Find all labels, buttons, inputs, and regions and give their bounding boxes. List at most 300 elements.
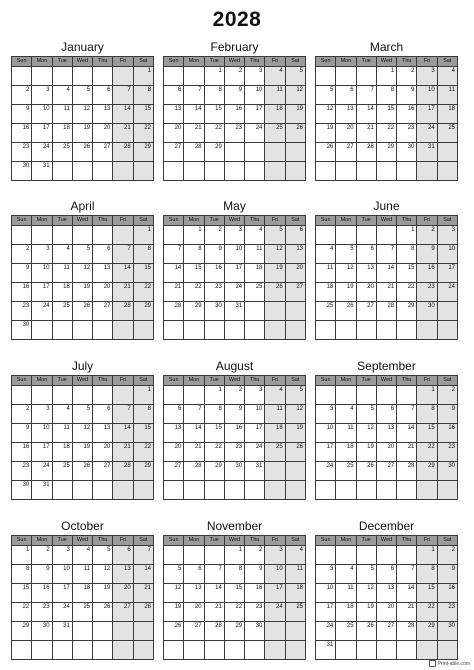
day-cell: 6	[93, 86, 113, 105]
day-cell	[72, 641, 92, 660]
day-cell: 2	[437, 386, 457, 405]
weekday-header: Fri	[265, 57, 285, 67]
day-cell: 2	[224, 67, 244, 86]
day-cell: 4	[437, 67, 457, 86]
day-cell	[336, 481, 356, 500]
day-cell: 2	[32, 546, 52, 565]
weekday-header: Tue	[356, 216, 376, 226]
day-cell	[113, 226, 133, 245]
day-cell: 27	[285, 283, 305, 302]
day-cell: 9	[12, 264, 32, 283]
day-cell: 22	[184, 283, 204, 302]
day-cell	[376, 386, 396, 405]
weekday-header: Sat	[437, 536, 457, 546]
weekday-header: Thu	[93, 536, 113, 546]
day-cell: 23	[224, 124, 244, 143]
day-cell: 18	[52, 124, 72, 143]
day-cell: 15	[133, 105, 153, 124]
day-cell: 31	[32, 481, 52, 500]
day-cell: 30	[224, 462, 244, 481]
month-block	[11, 517, 154, 660]
day-cell: 20	[113, 584, 133, 603]
day-cell: 26	[72, 143, 92, 162]
day-cell: 6	[336, 86, 356, 105]
day-cell: 18	[52, 443, 72, 462]
day-cell	[437, 481, 457, 500]
month-grid	[11, 375, 154, 500]
weekday-header: Sun	[316, 57, 336, 67]
day-cell: 19	[93, 584, 113, 603]
day-cell: 1	[417, 386, 437, 405]
day-cell: 25	[265, 443, 285, 462]
day-cell: 28	[133, 603, 153, 622]
day-cell: 11	[336, 584, 356, 603]
day-cell	[164, 162, 184, 181]
day-cell: 19	[356, 603, 376, 622]
day-cell: 5	[285, 67, 305, 86]
day-cell: 19	[72, 443, 92, 462]
day-cell: 15	[417, 424, 437, 443]
day-cell: 7	[164, 245, 184, 264]
day-cell: 30	[12, 481, 32, 500]
day-cell: 12	[356, 424, 376, 443]
day-cell: 18	[437, 105, 457, 124]
day-cell	[12, 641, 32, 660]
day-cell: 28	[397, 462, 417, 481]
day-cell: 22	[204, 124, 224, 143]
day-cell: 28	[164, 302, 184, 321]
day-cell: 5	[265, 226, 285, 245]
day-cell: 16	[245, 584, 265, 603]
day-cell: 30	[397, 143, 417, 162]
weekday-header: Mon	[336, 57, 356, 67]
weekday-header: Thu	[245, 376, 265, 386]
month-name: May	[223, 199, 246, 213]
day-cell: 11	[52, 105, 72, 124]
day-cell: 8	[417, 405, 437, 424]
day-cell: 29	[12, 622, 32, 641]
day-cell: 23	[12, 143, 32, 162]
day-cell: 31	[417, 143, 437, 162]
day-cell	[316, 67, 336, 86]
day-cell: 16	[204, 264, 224, 283]
day-cell: 28	[184, 143, 204, 162]
day-cell: 10	[316, 584, 336, 603]
day-cell: 21	[133, 584, 153, 603]
day-cell: 11	[336, 424, 356, 443]
weekday-header: Sun	[316, 376, 336, 386]
day-cell	[93, 386, 113, 405]
day-cell	[437, 143, 457, 162]
day-cell: 7	[184, 405, 204, 424]
day-cell: 9	[417, 245, 437, 264]
day-cell: 3	[32, 245, 52, 264]
day-cell: 9	[32, 565, 52, 584]
day-cell	[72, 67, 92, 86]
day-cell: 12	[285, 405, 305, 424]
day-cell	[356, 641, 376, 660]
weekday-header: Sun	[316, 216, 336, 226]
day-cell	[417, 641, 437, 660]
day-cell: 24	[245, 124, 265, 143]
day-cell: 24	[417, 124, 437, 143]
day-cell: 5	[316, 86, 336, 105]
day-cell	[133, 481, 153, 500]
day-cell: 30	[204, 302, 224, 321]
day-cell: 9	[437, 565, 457, 584]
day-cell	[417, 162, 437, 181]
day-cell	[52, 641, 72, 660]
day-cell: 26	[72, 302, 92, 321]
weekday-header: Mon	[184, 536, 204, 546]
day-cell	[265, 162, 285, 181]
day-cell: 22	[397, 283, 417, 302]
month-name: November	[206, 519, 263, 533]
weekday-header: Sat	[285, 536, 305, 546]
day-cell	[93, 481, 113, 500]
day-cell: 24	[316, 622, 336, 641]
day-cell: 13	[164, 424, 184, 443]
day-cell: 20	[376, 443, 396, 462]
weekday-header: Sat	[133, 376, 153, 386]
day-cell: 11	[265, 405, 285, 424]
day-cell	[336, 162, 356, 181]
day-cell	[245, 162, 265, 181]
day-cell: 17	[316, 443, 336, 462]
day-cell: 17	[437, 264, 457, 283]
day-cell: 7	[184, 86, 204, 105]
month-block	[315, 38, 458, 181]
month-block	[163, 517, 306, 660]
day-cell: 20	[164, 443, 184, 462]
day-cell: 19	[356, 443, 376, 462]
day-cell	[93, 622, 113, 641]
day-cell: 3	[245, 386, 265, 405]
day-cell: 23	[397, 124, 417, 143]
weekday-header: Thu	[93, 57, 113, 67]
day-cell	[32, 67, 52, 86]
day-cell: 4	[52, 245, 72, 264]
day-cell	[133, 162, 153, 181]
day-cell: 3	[32, 405, 52, 424]
month-name: February	[210, 40, 259, 54]
footer-logo	[429, 660, 470, 667]
weekday-header: Sun	[12, 216, 32, 226]
day-cell: 15	[133, 424, 153, 443]
day-cell	[285, 641, 305, 660]
weekday-header: Tue	[52, 216, 72, 226]
day-cell: 18	[72, 584, 92, 603]
day-cell: 28	[397, 622, 417, 641]
footer-logo-text: Print-able.com	[437, 660, 470, 667]
day-cell: 13	[376, 584, 396, 603]
day-cell: 21	[113, 443, 133, 462]
day-cell: 3	[265, 546, 285, 565]
weekday-header: Sat	[133, 57, 153, 67]
day-cell: 7	[397, 565, 417, 584]
day-cell: 8	[204, 405, 224, 424]
weekday-header: Wed	[72, 376, 92, 386]
day-cell: 9	[12, 424, 32, 443]
day-cell	[336, 321, 356, 340]
weekday-header: Fri	[113, 216, 133, 226]
weekday-header: Sat	[285, 216, 305, 226]
day-cell: 25	[52, 462, 72, 481]
day-cell: 15	[12, 584, 32, 603]
month-grid	[11, 535, 154, 660]
day-cell: 21	[113, 283, 133, 302]
weekday-header: Mon	[336, 376, 356, 386]
day-cell	[93, 321, 113, 340]
weekday-header: Wed	[224, 376, 244, 386]
day-cell: 14	[164, 264, 184, 283]
day-cell: 8	[133, 405, 153, 424]
month-block	[315, 357, 458, 500]
day-cell	[184, 481, 204, 500]
day-cell: 8	[133, 245, 153, 264]
day-cell: 13	[93, 264, 113, 283]
weekday-header: Fri	[417, 216, 437, 226]
weekday-header: Fri	[417, 536, 437, 546]
day-cell: 30	[437, 622, 457, 641]
day-cell: 27	[184, 622, 204, 641]
day-cell: 28	[376, 302, 396, 321]
day-cell: 3	[52, 546, 72, 565]
day-cell: 1	[133, 67, 153, 86]
day-cell	[93, 226, 113, 245]
day-cell: 7	[113, 86, 133, 105]
day-cell	[52, 226, 72, 245]
day-cell: 28	[113, 302, 133, 321]
day-cell: 12	[72, 264, 92, 283]
day-cell: 11	[52, 264, 72, 283]
day-cell: 26	[336, 302, 356, 321]
day-cell: 1	[184, 226, 204, 245]
weekday-header: Thu	[245, 216, 265, 226]
weekday-header: Fri	[265, 216, 285, 226]
day-cell: 21	[376, 283, 396, 302]
day-cell: 2	[245, 546, 265, 565]
month-name: August	[215, 359, 254, 373]
day-cell: 18	[265, 105, 285, 124]
day-cell	[204, 162, 224, 181]
day-cell: 13	[376, 424, 396, 443]
day-cell: 4	[52, 405, 72, 424]
day-cell: 12	[265, 245, 285, 264]
day-cell: 22	[133, 443, 153, 462]
day-cell: 28	[184, 462, 204, 481]
page-title: 2028	[212, 8, 262, 31]
day-cell: 14	[133, 565, 153, 584]
day-cell: 23	[437, 443, 457, 462]
day-cell	[133, 641, 153, 660]
day-cell	[336, 67, 356, 86]
day-cell: 5	[72, 86, 92, 105]
weekday-header: Mon	[184, 216, 204, 226]
day-cell: 8	[397, 245, 417, 264]
day-cell: 16	[32, 584, 52, 603]
day-cell: 30	[437, 462, 457, 481]
weekday-header: Wed	[224, 216, 244, 226]
day-cell: 4	[72, 546, 92, 565]
weekday-header: Fri	[265, 536, 285, 546]
month-name: July	[71, 359, 94, 373]
day-cell: 27	[113, 603, 133, 622]
month-name: April	[70, 199, 95, 213]
month-grid	[315, 215, 458, 340]
day-cell: 7	[397, 405, 417, 424]
day-cell: 25	[245, 283, 265, 302]
day-cell: 6	[164, 405, 184, 424]
day-cell: 30	[12, 162, 32, 181]
day-cell	[12, 386, 32, 405]
day-cell: 6	[376, 565, 396, 584]
day-cell	[113, 321, 133, 340]
day-cell: 4	[52, 86, 72, 105]
day-cell	[133, 622, 153, 641]
day-cell	[72, 481, 92, 500]
day-cell: 27	[164, 143, 184, 162]
month-grid	[315, 375, 458, 500]
day-cell	[265, 302, 285, 321]
weekday-header: Fri	[113, 376, 133, 386]
weekday-header: Mon	[32, 57, 52, 67]
weekday-header: Thu	[93, 216, 113, 226]
day-cell: 1	[224, 546, 244, 565]
day-cell: 15	[376, 105, 396, 124]
day-cell: 20	[336, 124, 356, 143]
day-cell	[72, 321, 92, 340]
month-grid	[315, 535, 458, 660]
day-cell: 19	[285, 105, 305, 124]
day-cell: 17	[52, 584, 72, 603]
day-cell	[356, 162, 376, 181]
day-cell: 24	[265, 603, 285, 622]
day-cell: 31	[32, 162, 52, 181]
day-cell: 24	[245, 443, 265, 462]
day-cell	[265, 481, 285, 500]
day-cell: 29	[133, 462, 153, 481]
day-cell: 23	[245, 603, 265, 622]
day-cell: 26	[72, 462, 92, 481]
day-cell: 21	[184, 124, 204, 143]
day-cell: 16	[224, 105, 244, 124]
day-cell: 16	[12, 443, 32, 462]
day-cell: 25	[72, 603, 92, 622]
day-cell	[397, 641, 417, 660]
day-cell	[184, 641, 204, 660]
day-cell: 14	[184, 105, 204, 124]
day-cell	[93, 67, 113, 86]
day-cell: 17	[32, 124, 52, 143]
day-cell: 13	[164, 105, 184, 124]
day-cell: 14	[356, 105, 376, 124]
day-cell: 23	[437, 603, 457, 622]
day-cell: 14	[397, 424, 417, 443]
day-cell: 4	[285, 546, 305, 565]
day-cell: 20	[164, 124, 184, 143]
day-cell: 20	[93, 124, 113, 143]
day-cell: 27	[356, 302, 376, 321]
day-cell: 8	[417, 565, 437, 584]
weekday-header: Mon	[336, 216, 356, 226]
day-cell: 27	[376, 622, 396, 641]
weekday-header: Sun	[164, 216, 184, 226]
day-cell: 15	[204, 424, 224, 443]
day-cell: 15	[224, 584, 244, 603]
weekday-header: Wed	[224, 536, 244, 546]
day-cell: 13	[356, 264, 376, 283]
day-cell	[265, 462, 285, 481]
weekday-header: Tue	[52, 57, 72, 67]
day-cell	[113, 481, 133, 500]
day-cell: 6	[356, 245, 376, 264]
day-cell: 1	[204, 67, 224, 86]
day-cell: 9	[397, 86, 417, 105]
day-cell: 8	[12, 565, 32, 584]
day-cell	[356, 226, 376, 245]
day-cell: 22	[417, 603, 437, 622]
day-cell	[72, 226, 92, 245]
day-cell: 9	[204, 245, 224, 264]
day-cell	[52, 386, 72, 405]
day-cell	[336, 641, 356, 660]
month-block	[315, 197, 458, 340]
day-cell: 6	[184, 565, 204, 584]
day-cell	[376, 546, 396, 565]
day-cell: 10	[32, 424, 52, 443]
weekday-header: Tue	[356, 376, 376, 386]
day-cell: 27	[93, 302, 113, 321]
day-cell: 25	[336, 462, 356, 481]
day-cell: 14	[113, 424, 133, 443]
day-cell: 14	[376, 264, 396, 283]
day-cell: 5	[356, 565, 376, 584]
day-cell	[245, 321, 265, 340]
day-cell: 31	[245, 462, 265, 481]
day-cell	[285, 162, 305, 181]
month-name: December	[358, 519, 415, 533]
day-cell	[316, 386, 336, 405]
day-cell	[265, 641, 285, 660]
weekday-header: Fri	[113, 57, 133, 67]
month-name: January	[61, 40, 104, 54]
day-cell: 19	[285, 424, 305, 443]
day-cell: 5	[164, 565, 184, 584]
day-cell: 1	[133, 386, 153, 405]
day-cell: 19	[265, 264, 285, 283]
day-cell	[397, 546, 417, 565]
day-cell	[93, 641, 113, 660]
day-cell	[285, 143, 305, 162]
day-cell: 2	[397, 67, 417, 86]
weekday-header: Thu	[397, 376, 417, 386]
day-cell: 8	[376, 86, 396, 105]
day-cell	[164, 226, 184, 245]
day-cell: 5	[72, 405, 92, 424]
day-cell: 2	[12, 405, 32, 424]
day-cell: 2	[437, 546, 457, 565]
day-cell	[164, 321, 184, 340]
day-cell: 14	[113, 105, 133, 124]
day-cell: 13	[93, 424, 113, 443]
day-cell	[397, 162, 417, 181]
day-cell	[113, 622, 133, 641]
day-cell	[265, 622, 285, 641]
day-cell: 2	[224, 386, 244, 405]
day-cell: 25	[52, 302, 72, 321]
day-cell: 11	[437, 86, 457, 105]
